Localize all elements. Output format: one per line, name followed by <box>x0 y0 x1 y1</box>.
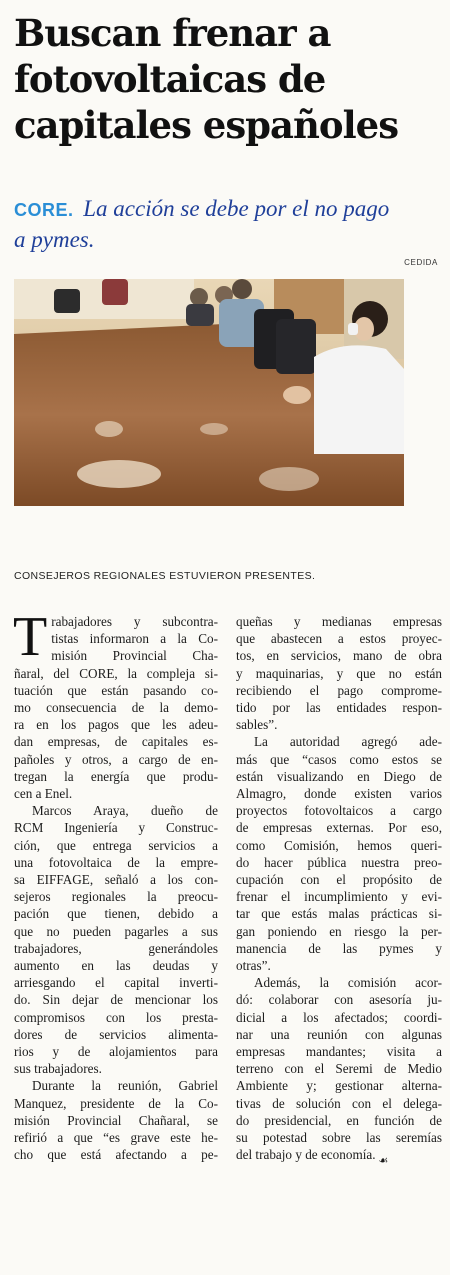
body-line: do. Sin dejar de mencionar los <box>14 992 218 1008</box>
body-line: y maquinarias, y que no están <box>236 665 442 681</box>
meeting-photo <box>14 279 404 506</box>
body-line: del trabajo y de economía. <box>236 1147 376 1163</box>
body-line: tos, en servicios, mano de obra <box>236 648 442 664</box>
body-column-right <box>236 613 442 1170</box>
body-line: La autoridad agregó ade- <box>254 734 442 750</box>
right-column-lines <box>236 613 442 1170</box>
drop-cap: T <box>13 606 48 668</box>
body-line: mo consecuencia de la demo- <box>14 700 218 716</box>
body-line: Manquez, presidente de la Co- <box>14 1095 218 1111</box>
body-line: una fotovoltaica de la empre- <box>14 854 218 870</box>
body-column-left <box>13 606 218 1164</box>
body-line: rabajadores y subcontra- <box>51 614 218 629</box>
body-line: nar una reunión con algunas <box>236 1026 442 1042</box>
body-line: que abastecen a estos proyec- <box>236 631 442 647</box>
body-line: dicial a los afectados; coordi- <box>236 1009 442 1025</box>
body-line: como Comisión, hemos queri- <box>236 837 442 853</box>
body-line: compromisos con los presta- <box>14 1009 218 1025</box>
body-line: tregan la energía que produ- <box>14 768 218 784</box>
body-line: que no pueden pagarles a sus <box>14 923 218 939</box>
body-line: de empresas externas. Por eso, <box>236 820 442 836</box>
deck-line: a pymes. <box>14 227 95 252</box>
body-line: Además, la comisión acor- <box>254 975 442 991</box>
body-line: sejeros regionales la preocu- <box>14 889 218 905</box>
body-line: gan poniendo en riesgo la per- <box>236 923 442 939</box>
end-mark-icon: ☙ <box>378 1154 389 1167</box>
headline-line: capitales españoles <box>14 103 399 147</box>
body-line: Marcos Araya, dueño de <box>32 803 218 819</box>
body-line: Almagro, donde existen varios <box>236 786 442 802</box>
body-line: sa EIFFAGE, señaló a los con- <box>14 872 218 888</box>
body-line: ción, que entrega servicios a <box>14 837 218 853</box>
body-line: sables”. <box>236 717 278 733</box>
body-line: más que “casos como estos se <box>236 751 442 767</box>
body-line: misión Provincial Cha- <box>51 648 218 664</box>
body-line: cen a Enel. <box>14 786 73 802</box>
body-line: refirió a que “es grave este he- <box>14 1130 218 1146</box>
body-line: otras”. <box>236 958 271 974</box>
body-line: arriesgando el capital inverti- <box>14 975 218 991</box>
left-column-lines <box>13 606 218 1164</box>
deck-text: La acción se debe por el no pago <box>83 196 390 221</box>
body-line: están visualizando en Diego de <box>236 768 442 784</box>
body-line: tistas informaron a la Co- <box>51 631 218 647</box>
body-line: Durante la reunión, Gabriel <box>32 1078 218 1094</box>
body-line: rios y de alojamientos para <box>14 1044 218 1060</box>
body-line: frenar el incumplimiento y evi- <box>236 889 442 905</box>
body-line: cupación con el propósito de <box>236 872 442 888</box>
body-line: proyectos fotovoltaicos a cargo <box>236 803 442 819</box>
article-body <box>13 606 442 1263</box>
body-line: dó: colaborar con asesoría ju- <box>236 992 442 1008</box>
photo-caption: CONSEJEROS REGIONALES ESTUVIERON PRESENTES. <box>14 570 316 582</box>
body-line: manencia de las pymes y <box>236 940 442 956</box>
body-line: tar que estás malas prácticas si- <box>236 906 442 922</box>
body-line: recibiendo el pago comprome- <box>236 682 442 698</box>
body-line: do presidencial, en función de <box>236 1112 442 1128</box>
body-line: su potestad sobre las seremías <box>236 1130 442 1146</box>
body-line: terreno con el Seremi de Medio <box>236 1061 442 1077</box>
body-line: tuación que están pasando co- <box>14 682 218 698</box>
deck <box>14 194 444 255</box>
body-line: tivas de solución con el delega- <box>236 1095 442 1111</box>
body-line: trabajadores, generándoles <box>14 940 218 956</box>
body-line: tido por las entidades respon- <box>236 700 442 716</box>
body-line: queñas y medianas empresas <box>236 614 442 629</box>
body-line: cho que está afectando a pe- <box>14 1147 218 1163</box>
photo-credit: CEDIDA <box>404 258 438 267</box>
headline <box>14 10 444 148</box>
body-line: ra en los pagos que les adeu- <box>14 717 218 733</box>
body-line: Ambiente y; gestionar alterna- <box>236 1078 442 1094</box>
body-line: dores de servicios alimenta- <box>14 1026 218 1042</box>
body-line: pañoles y otros, a cargo de en- <box>14 751 218 767</box>
headline-line: Buscan frenar a <box>14 11 331 55</box>
body-line: empresas mandantes; visita a <box>236 1044 442 1060</box>
deck-line <box>14 194 444 225</box>
body-line: sus trabajadores. <box>14 1061 102 1077</box>
headline-line: fotovoltaicas de <box>14 57 326 101</box>
body-line: pación que tienen, debido a <box>14 906 218 922</box>
body-line: RCM Ingeniería y Construc- <box>14 820 218 836</box>
body-line: misión Provincial Chañaral, se <box>14 1112 218 1128</box>
body-line: dan empresas, de capitales es- <box>14 734 218 750</box>
body-line: do hacer pública nuestra preo- <box>236 854 442 870</box>
kicker: CORE. <box>14 200 74 220</box>
body-line: aumento en las deudas y <box>14 958 218 974</box>
body-line: ñaral, del CORE, la compleja si- <box>14 665 218 681</box>
